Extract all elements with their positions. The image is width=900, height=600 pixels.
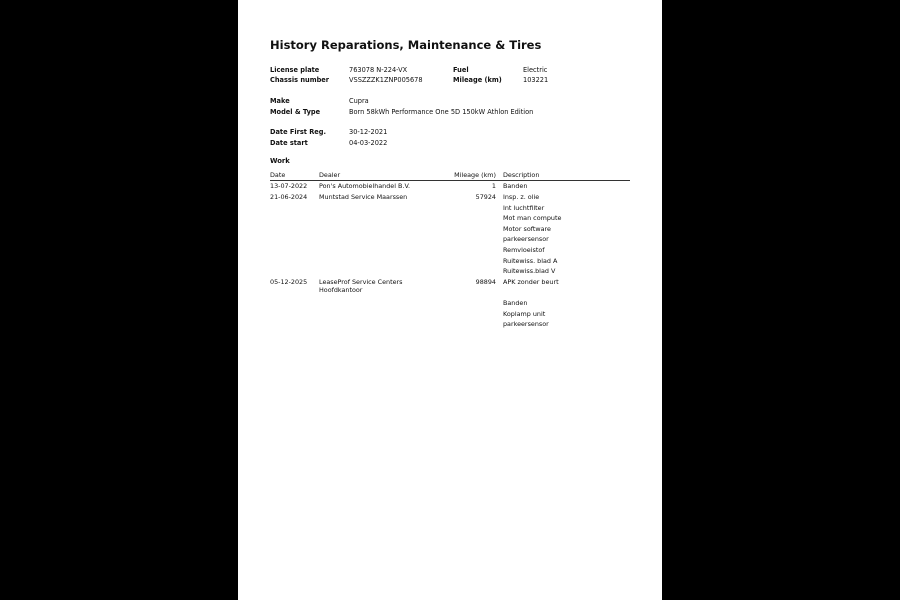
work-section-label: Work [270, 157, 290, 165]
document-page [238, 0, 662, 600]
description-item [503, 289, 559, 300]
date-start-label: Date start [270, 139, 308, 147]
description-item: Banden [503, 299, 528, 308]
table-row [270, 193, 630, 278]
date-start-value: 04-03-2022 [349, 139, 388, 147]
row-dealer [319, 182, 410, 190]
description-item: Ruitewiss. blad A [503, 256, 558, 265]
row-descriptions [503, 278, 559, 331]
make-label: Make [270, 97, 290, 105]
row-dealer-line: Muntstad Service Maarssen [319, 193, 408, 201]
date-first-reg-value: 30-12-2021 [349, 128, 388, 136]
table-row [270, 182, 630, 193]
model-type-label: Model & Type [270, 108, 321, 116]
chassis-number-label: Chassis number [270, 76, 330, 84]
description-item: Banden [503, 182, 528, 190]
row-dealer [319, 193, 407, 201]
mileage-value: 103221 [523, 76, 549, 84]
row-mileage: 57924 [475, 193, 496, 201]
chassis-number-value: VSSZZZK1ZNP005678 [349, 76, 423, 84]
page-title: History Reparations, Maintenance & Tires [270, 38, 542, 52]
description-item: Mot man compute [503, 214, 562, 223]
row-descriptions [503, 193, 561, 278]
date-first-reg-label: Date First Reg. [270, 128, 327, 136]
header-description: Description [503, 171, 540, 179]
description-item: Motor software [503, 224, 551, 233]
license-plate-value: 763078 N-224-VX [349, 66, 408, 74]
mileage-label: Mileage (km) [453, 76, 502, 84]
description-item: Int luchtfilter [503, 203, 545, 212]
header-dealer: Dealer [319, 171, 341, 179]
table-row [270, 278, 630, 338]
row-mileage: 98894 [475, 278, 496, 286]
row-descriptions [503, 182, 527, 193]
row-mileage: 1 [491, 182, 496, 190]
row-date: 13-07-2022 [270, 182, 308, 190]
description-item: parkeersensor [503, 235, 549, 244]
description-item: parkeersensor [503, 320, 549, 329]
make-value: Cupra [349, 97, 369, 105]
row-dealer-line: Hoofdkantoor [319, 286, 363, 294]
work-table-header [270, 170, 630, 181]
row-date: 05-12-2025 [270, 278, 308, 286]
row-dealer-line: LeaseProf Service Centers [319, 278, 403, 286]
header-date: Date [270, 171, 286, 179]
fuel-value: Electric [523, 66, 548, 74]
fuel-label: Fuel [453, 66, 469, 74]
row-date: 21-06-2024 [270, 193, 308, 201]
model-type-value: Born 58kWh Performance One 5D 150kW Athlon Edition [349, 108, 534, 116]
description-item: APK zonder beurt [503, 278, 559, 286]
header-mileage: Mileage (km) [454, 171, 496, 179]
row-dealer-line: Pon's Automobielhandel B.V. [319, 182, 411, 190]
license-plate-label: License plate [270, 66, 320, 74]
description-item: Ruitewiss.blad V [503, 267, 556, 276]
description-item: Koplamp unit [503, 309, 546, 318]
row-dealer [319, 278, 402, 294]
description-item: Insp. z. olie [503, 193, 540, 201]
description-item: Remvloeistof [503, 245, 545, 254]
work-table [270, 170, 630, 338]
